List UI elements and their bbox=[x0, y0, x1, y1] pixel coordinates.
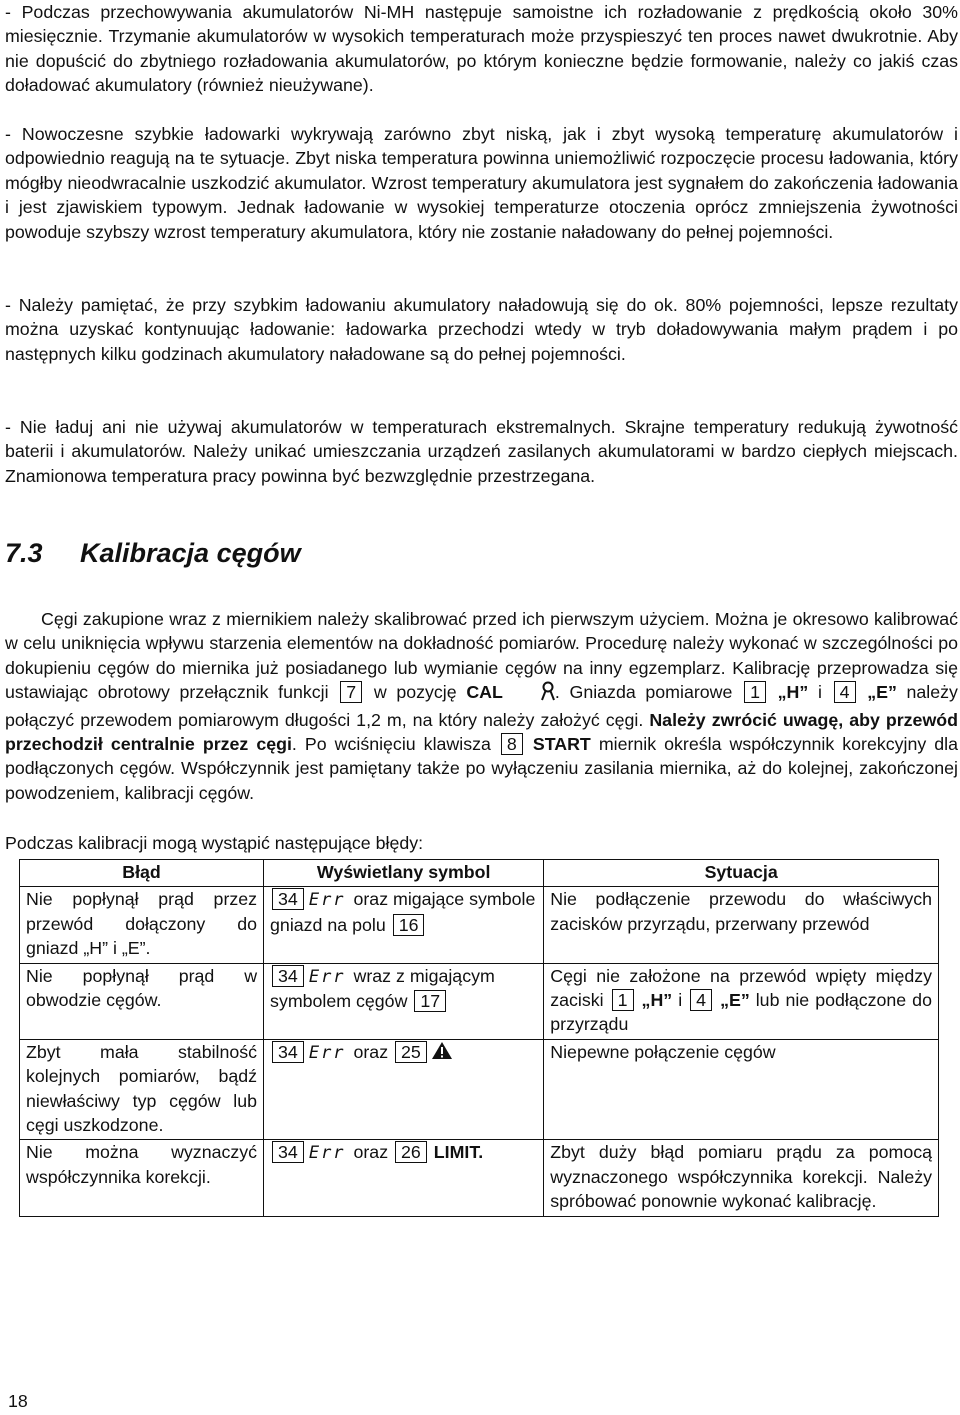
cell-situation: Nie podłączenie przewodu do właściwych zacisków przyrządu, przerwany przewód bbox=[544, 887, 939, 963]
page-number: 18 bbox=[8, 1391, 28, 1411]
text-run: . Po wciśnięciu klawisza bbox=[291, 734, 491, 755]
paragraph-fast-chargers: - Nowoczesne szybkie ładowarki wykrywają zarówno zbyt niską, jak i zbyt wysoką temperaturę akumulatorów i odpowiednio reagują na te sytuacje. Zbyt niska temperatura powinna uniemożliwić rozpoczęcie procesu ładowania, który mógłby nieodwracalnie uszkodzić akumulator. Wzrost temperatury akumulatora jest sygnałem do zakończenia ładowania i jest zjawiskiem typowym. Jednak ładowanie w wysokiej temperaturze otoczenia oprócz zmniejszenia żywotności powoduje szybszy wzrost temperatury akumulatora, który nie zostanie naładowany do pełnej pojemności. bbox=[5, 124, 958, 242]
cell-error: Nie można wyznaczyć współczynnika korekcji. bbox=[20, 1140, 264, 1216]
table-row bbox=[20, 1039, 939, 1140]
cell-situation: Zbyt duży błąd pomiaru prądu za pomocą wyznaczonego współczynnika korekcji. Należy spróbować ponownie wykonać kalibrację. bbox=[544, 1140, 939, 1216]
err-symbol: Err bbox=[308, 1143, 346, 1164]
ref-box: 34 bbox=[272, 965, 304, 987]
text-run: i bbox=[817, 682, 822, 703]
ref-box: 25 bbox=[395, 1041, 427, 1063]
text-run: lub nie podłączone do przyrządu bbox=[550, 990, 932, 1035]
cell-symbol bbox=[264, 1140, 544, 1216]
header-symbol: Wyświetlany symbol bbox=[264, 860, 544, 887]
text-run: oraz bbox=[353, 1142, 389, 1163]
paragraph-errors-intro: Podczas kalibracji mogą wystąpić następujące błędy: bbox=[5, 833, 424, 853]
cell-error: Zbyt mała stabilność kolejnych pomiarów, bądź niewłaściwy typ cęgów lub cęgi uszkodzone. bbox=[20, 1039, 264, 1140]
ref-box: 34 bbox=[272, 1141, 304, 1163]
cell-error: Nie popłynął prąd przez przewód dołączony do gniazd „H” i „E”. bbox=[20, 887, 264, 963]
text-run: Cęgi nie założone na przewód wpięty między zaciski bbox=[550, 965, 932, 1011]
limit-label: LIMIT. bbox=[433, 1142, 484, 1163]
section-number: 7.3 bbox=[5, 538, 43, 568]
header-situation: Sytuacja bbox=[544, 860, 939, 887]
cell-situation: Niepewne połączenie cęgów bbox=[544, 1039, 939, 1140]
paragraph-storage: - Podczas przechowywania akumulatorów Ni-MH następuje samoistne ich rozładowanie z prędkością około 30% miesięcznie. Trzymanie akumulatorów w wysokich temperaturach może przyspieszyć ten proces nawet dwukrotnie. Aby nie dopuścić do zbytniego rozładowania akumulatorów, po którym konieczne będzie formowanie, należy co jakiś czas doładować akumulatory (również nieużywane). bbox=[5, 2, 958, 96]
cell-situation bbox=[544, 963, 939, 1039]
text-run: oraz migające symbole gniazd na polu bbox=[270, 889, 536, 935]
ref-box-8: 8 bbox=[501, 733, 523, 755]
socket-e-label: „E” bbox=[720, 990, 750, 1011]
text-run: wraz z migającym symbolem cęgów bbox=[270, 965, 495, 1012]
ref-box: 16 bbox=[393, 914, 425, 936]
ref-box: 26 bbox=[395, 1141, 427, 1163]
err-symbol: Err bbox=[308, 890, 346, 911]
socket-h-label: „H” bbox=[777, 682, 809, 703]
paragraph-extreme-temperatures: - Nie ładuj ani nie używaj akumulatorów w temperaturach ekstremalnych. Skrajne temperatury redukują żywotność baterii i akumulatorów. Należy unikać umieszczania urządzeń zasilanych akumulatorami w bardzo ciepłych miejscach. Znamionowa temperatura pracy powinna być bezwzględnie przestrzegana. bbox=[5, 417, 958, 486]
cell-symbol bbox=[264, 1039, 544, 1140]
ref-box: 34 bbox=[272, 888, 304, 910]
cell-symbol bbox=[264, 963, 544, 1039]
text-run: w pozycję bbox=[373, 682, 457, 703]
ref-box-7: 7 bbox=[340, 681, 362, 703]
ref-box-1: 1 bbox=[612, 989, 634, 1011]
table-row bbox=[20, 887, 939, 963]
ref-box-1: 1 bbox=[744, 681, 766, 703]
ref-box-4: 4 bbox=[690, 989, 712, 1011]
paragraph-calibration bbox=[5, 607, 958, 805]
table-row bbox=[20, 1140, 939, 1216]
err-symbol: Err bbox=[308, 1042, 346, 1063]
cal-label: CAL bbox=[466, 682, 503, 703]
text-run: Cęgi zakupione wraz z miernikiem należy skalibrować przed ich pierwszym użyciem. Można je okresowo kalibrować w celu uniknięcia wpływu starzenia elementów na dokładność pomiarów. Procedurę należy wykonać w szczególności po dokupieniu cęgów do miernika już posiadanego lub wymianie cęgów na inny egzemplarz. Kalibrację przeprowadza się ustawiając obrotowy przełącznik funkcji bbox=[5, 609, 958, 703]
cell-error: Nie popłynął prąd w obwodzie cęgów. bbox=[20, 963, 264, 1039]
text-run: oraz bbox=[353, 1041, 389, 1062]
table-header-row bbox=[20, 860, 939, 887]
text-run: miernik określa współczynnik korekcyjny dla podłączonych cęgów. Współczynnik jest pamiętany także po wyłączeniu zasilania miernika, aż do kolejnej, zakończonej powodzeniem, kalibracji cęgów. bbox=[5, 734, 959, 803]
text-run: i bbox=[678, 990, 683, 1011]
warning-triangle-icon bbox=[431, 1041, 453, 1066]
header-error: Błąd bbox=[20, 860, 264, 887]
ref-box: 17 bbox=[414, 990, 446, 1012]
socket-e-label: „E” bbox=[867, 682, 897, 703]
clamp-icon bbox=[505, 681, 555, 707]
err-symbol: Err bbox=[308, 966, 346, 987]
paragraph-fast-charging: - Należy pamiętać, że przy szybkim ładowaniu akumulatory naładowują się do ok. 80% pojemności, lepsze rezultaty można uzyskać kontynuując ładowanie: ładowarka przechodzi wtedy w tryb doładowywania małym prądem i po następnych kilku godzinach akumulatory naładowane są do pełnej pojemności. bbox=[5, 295, 958, 364]
cell-symbol bbox=[264, 887, 544, 963]
bold-warning: Należy zwrócić uwagę, aby przewód przechodził centralnie przez cęgi bbox=[5, 709, 958, 755]
errors-table bbox=[19, 859, 939, 1217]
socket-h-label: „H” bbox=[641, 990, 673, 1011]
section-title: Kalibracja cęgów bbox=[80, 538, 301, 568]
text-run: . Gniazda pomiarowe bbox=[554, 682, 733, 703]
text-run: należy połączyć przewodem pomiarowym długości 1,2 m, na który należy założyć cęgi. bbox=[5, 682, 958, 730]
start-key-label: START bbox=[532, 734, 591, 755]
section-heading bbox=[5, 538, 301, 569]
ref-box: 34 bbox=[272, 1041, 304, 1063]
table-row bbox=[20, 963, 939, 1039]
ref-box-4: 4 bbox=[834, 681, 856, 703]
